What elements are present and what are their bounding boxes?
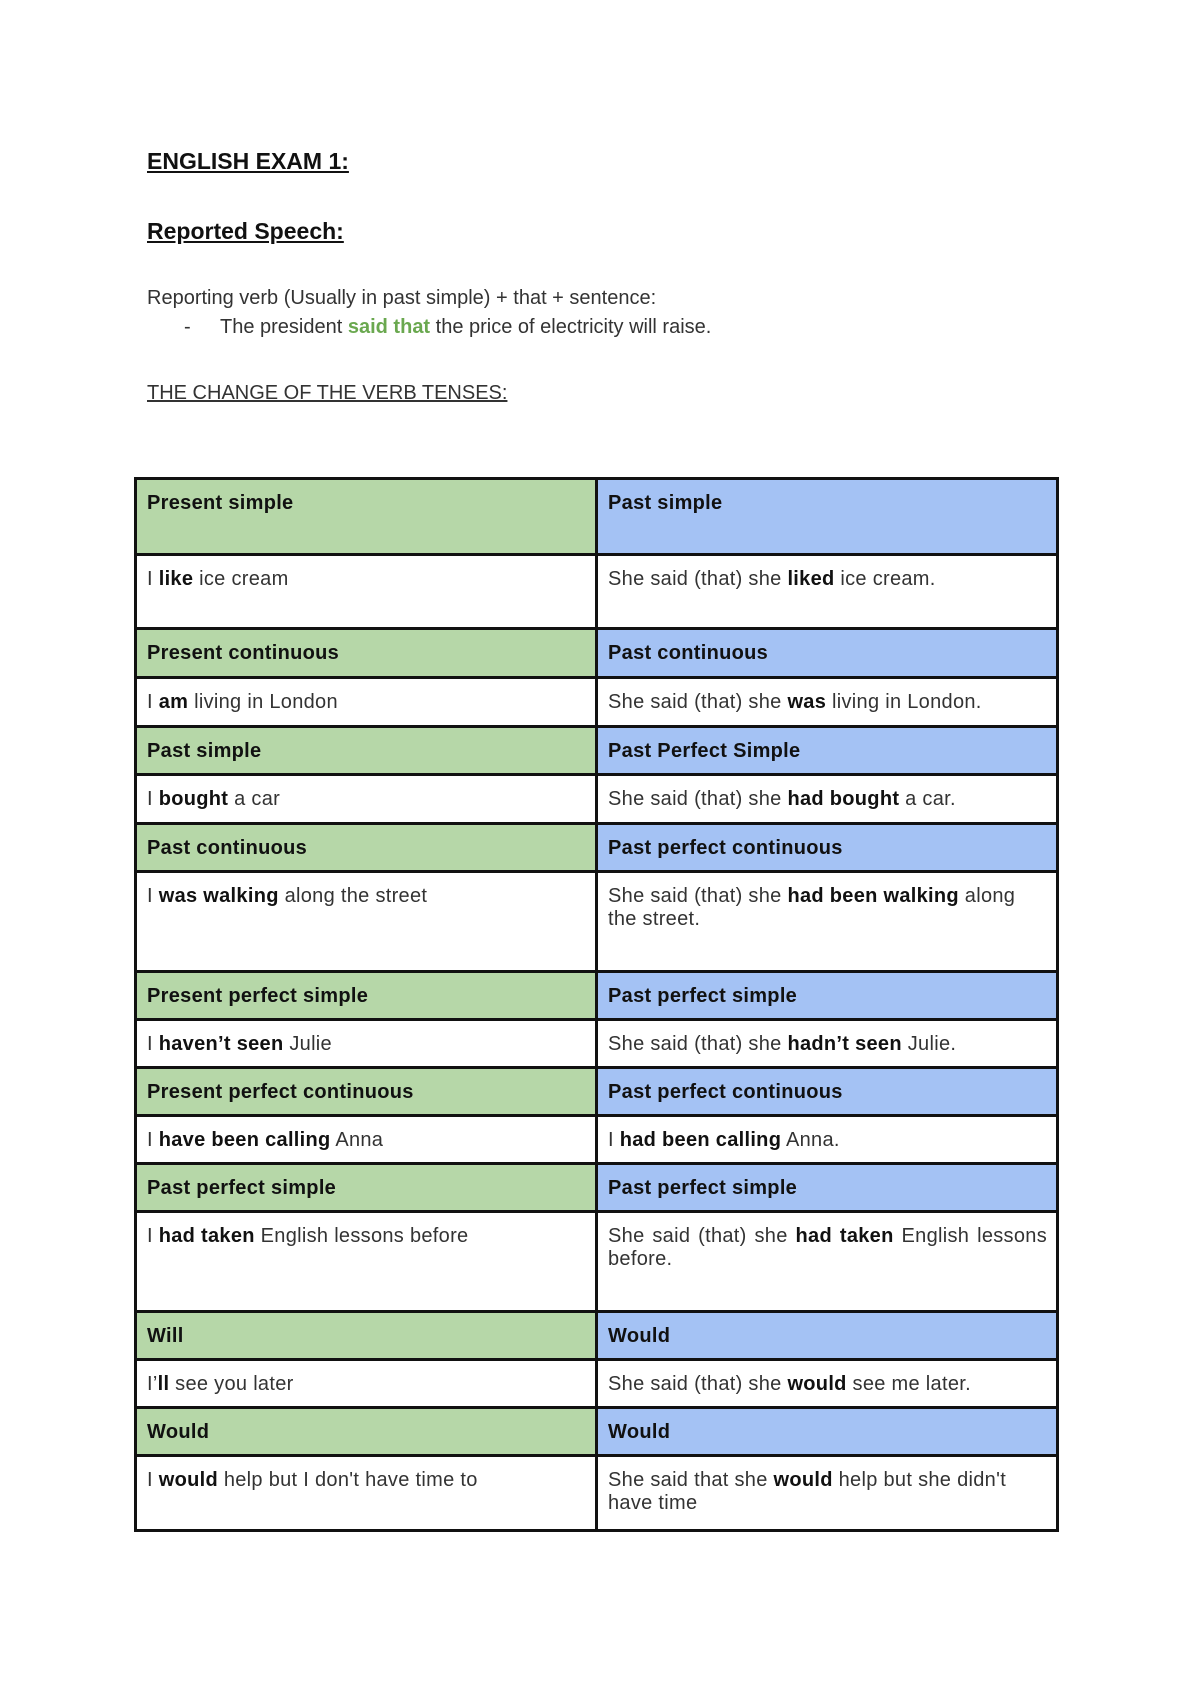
- direct-tense-cell: Past perfect simple: [136, 1164, 597, 1212]
- example-highlight: said that: [347, 316, 431, 338]
- reported-example-cell: [597, 555, 1058, 629]
- direct-example-cell: [136, 1020, 597, 1068]
- emphasized-verb: had bought: [787, 788, 900, 810]
- reported-example-cell: [597, 1212, 1058, 1312]
- direct-example-cell: [136, 555, 597, 629]
- reported-example-cell: [597, 1020, 1058, 1068]
- sentence-fragment: I: [147, 568, 159, 590]
- sentence-fragment: ice cream.: [834, 568, 936, 590]
- reported-tense-cell: Past perfect simple: [597, 1164, 1058, 1212]
- intro-text: Reporting verb (Usually in past simple) + that + sentence:: [147, 287, 657, 309]
- emphasized-verb: was: [787, 691, 827, 713]
- emphasized-verb: would: [773, 1469, 833, 1491]
- sentence-fragment: I: [147, 1469, 159, 1491]
- example-row: [136, 555, 1058, 629]
- tense-header-row: [136, 1312, 1058, 1360]
- direct-example-cell: [136, 1116, 597, 1164]
- sentence-fragment: I: [147, 1129, 159, 1151]
- emphasized-verb: ll: [157, 1373, 170, 1395]
- sentence-fragment: I: [147, 885, 159, 907]
- sentence-fragment: along the street: [278, 885, 428, 907]
- direct-tense-cell: Present simple: [136, 479, 597, 555]
- tenses-subheading: THE CHANGE OF THE VERB TENSES:: [147, 382, 508, 404]
- tense-header-row: [136, 479, 1058, 555]
- reported-tense-cell: Past perfect continuous: [597, 824, 1058, 872]
- sentence-fragment: Anna.: [781, 1129, 840, 1151]
- sentence-fragment: help but she didn't have time: [608, 1469, 1007, 1514]
- sentence-fragment: English lessons before: [254, 1225, 469, 1247]
- sentence-fragment: see me later.: [846, 1373, 971, 1395]
- direct-tense-cell: Past simple: [136, 727, 597, 775]
- sentence-fragment: a car: [228, 788, 281, 810]
- example-row: [136, 1020, 1058, 1068]
- sentence-fragment: living in London.: [826, 691, 982, 713]
- direct-tense-cell: Present continuous: [136, 629, 597, 678]
- sentence-fragment: living in London: [188, 691, 338, 713]
- direct-example-cell: [136, 872, 597, 972]
- example-row: [136, 872, 1058, 972]
- reported-tense-cell: Past simple: [597, 479, 1058, 555]
- sentence-fragment: English lessons before.: [608, 1225, 1047, 1270]
- reported-tense-cell: Would: [597, 1312, 1058, 1360]
- direct-example-cell: [136, 1456, 597, 1531]
- section-title: Reported Speech:: [147, 218, 344, 244]
- emphasized-verb: am: [158, 691, 189, 713]
- direct-tense-cell: Present perfect continuous: [136, 1068, 597, 1116]
- sentence-fragment: Julie.: [901, 1033, 957, 1055]
- emphasized-verb: had been walking: [787, 885, 959, 907]
- document-title: ENGLISH EXAM 1:: [147, 148, 349, 174]
- reported-example-cell: [597, 775, 1058, 824]
- tense-header-row: [136, 727, 1058, 775]
- sentence-fragment: Anna: [330, 1129, 384, 1151]
- tense-header-row: [136, 629, 1058, 678]
- tense-header-row: [136, 824, 1058, 872]
- sentence-fragment: see you later: [169, 1373, 294, 1395]
- verb-tense-table: [134, 477, 1059, 1532]
- emphasized-verb: liked: [787, 568, 835, 590]
- sentence-fragment: She said that she: [608, 1469, 774, 1491]
- emphasized-verb: bought: [158, 788, 229, 810]
- reported-tense-cell: Past perfect continuous: [597, 1068, 1058, 1116]
- sentence-fragment: She said (that) she: [608, 885, 788, 907]
- sentence-fragment: I: [147, 691, 159, 713]
- example-text-before: The president: [220, 316, 348, 338]
- sentence-fragment: I: [147, 1225, 159, 1247]
- sentence-fragment: I: [147, 788, 159, 810]
- sentence-fragment: ice cream: [193, 568, 289, 590]
- example-row: [136, 1360, 1058, 1408]
- example-row: [136, 678, 1058, 727]
- emphasized-verb: was walking: [158, 885, 279, 907]
- direct-example-cell: [136, 1212, 597, 1312]
- sentence-fragment: She said (that) she: [608, 1373, 788, 1395]
- reported-example-cell: [597, 1456, 1058, 1531]
- sentence-fragment: a car.: [899, 788, 956, 810]
- direct-tense-cell: Past continuous: [136, 824, 597, 872]
- bullet-dash: -: [184, 316, 191, 338]
- direct-example-cell: [136, 678, 597, 727]
- emphasized-verb: hadn’t seen: [787, 1033, 902, 1055]
- reported-example-cell: [597, 678, 1058, 727]
- example-list-item: [184, 316, 711, 339]
- direct-tense-cell: Present perfect simple: [136, 972, 597, 1020]
- sentence-fragment: She said (that) she: [608, 788, 788, 810]
- example-row: [136, 1456, 1058, 1531]
- sentence-fragment: I: [147, 1033, 159, 1055]
- emphasized-verb: have been calling: [158, 1129, 331, 1151]
- example-row: [136, 1212, 1058, 1312]
- sentence-fragment: She said (that) she: [608, 568, 788, 590]
- reported-example-cell: [597, 1360, 1058, 1408]
- emphasized-verb: had taken: [795, 1225, 894, 1247]
- sentence-fragment: I’: [147, 1373, 158, 1395]
- direct-tense-cell: Will: [136, 1312, 597, 1360]
- reported-example-cell: [597, 872, 1058, 972]
- reported-tense-cell: Past continuous: [597, 629, 1058, 678]
- sentence-fragment: I: [608, 1129, 620, 1151]
- example-row: [136, 775, 1058, 824]
- tense-header-row: [136, 972, 1058, 1020]
- example-row: [136, 1116, 1058, 1164]
- sentence-fragment: She said (that) she: [608, 1225, 796, 1247]
- reported-tense-cell: Past Perfect Simple: [597, 727, 1058, 775]
- tense-header-row: [136, 1408, 1058, 1456]
- tense-header-row: [136, 1068, 1058, 1116]
- sentence-fragment: She said (that) she: [608, 691, 788, 713]
- direct-example-cell: [136, 775, 597, 824]
- direct-example-cell: [136, 1360, 597, 1408]
- reported-tense-cell: Past perfect simple: [597, 972, 1058, 1020]
- reported-tense-cell: Would: [597, 1408, 1058, 1456]
- direct-tense-cell: Would: [136, 1408, 597, 1456]
- sentence-fragment: help but I don't have time to: [217, 1469, 478, 1491]
- emphasized-verb: had been calling: [619, 1129, 782, 1151]
- emphasized-verb: like: [158, 568, 194, 590]
- sentence-fragment: She said (that) she: [608, 1033, 788, 1055]
- emphasized-verb: haven’t seen: [158, 1033, 284, 1055]
- tense-header-row: [136, 1164, 1058, 1212]
- emphasized-verb: had taken: [158, 1225, 255, 1247]
- reported-example-cell: [597, 1116, 1058, 1164]
- sentence-fragment: along the street.: [608, 885, 1016, 930]
- emphasized-verb: would: [158, 1469, 218, 1491]
- example-text-after: the price of electricity will raise.: [430, 316, 712, 338]
- emphasized-verb: would: [787, 1373, 847, 1395]
- sentence-fragment: Julie: [283, 1033, 332, 1055]
